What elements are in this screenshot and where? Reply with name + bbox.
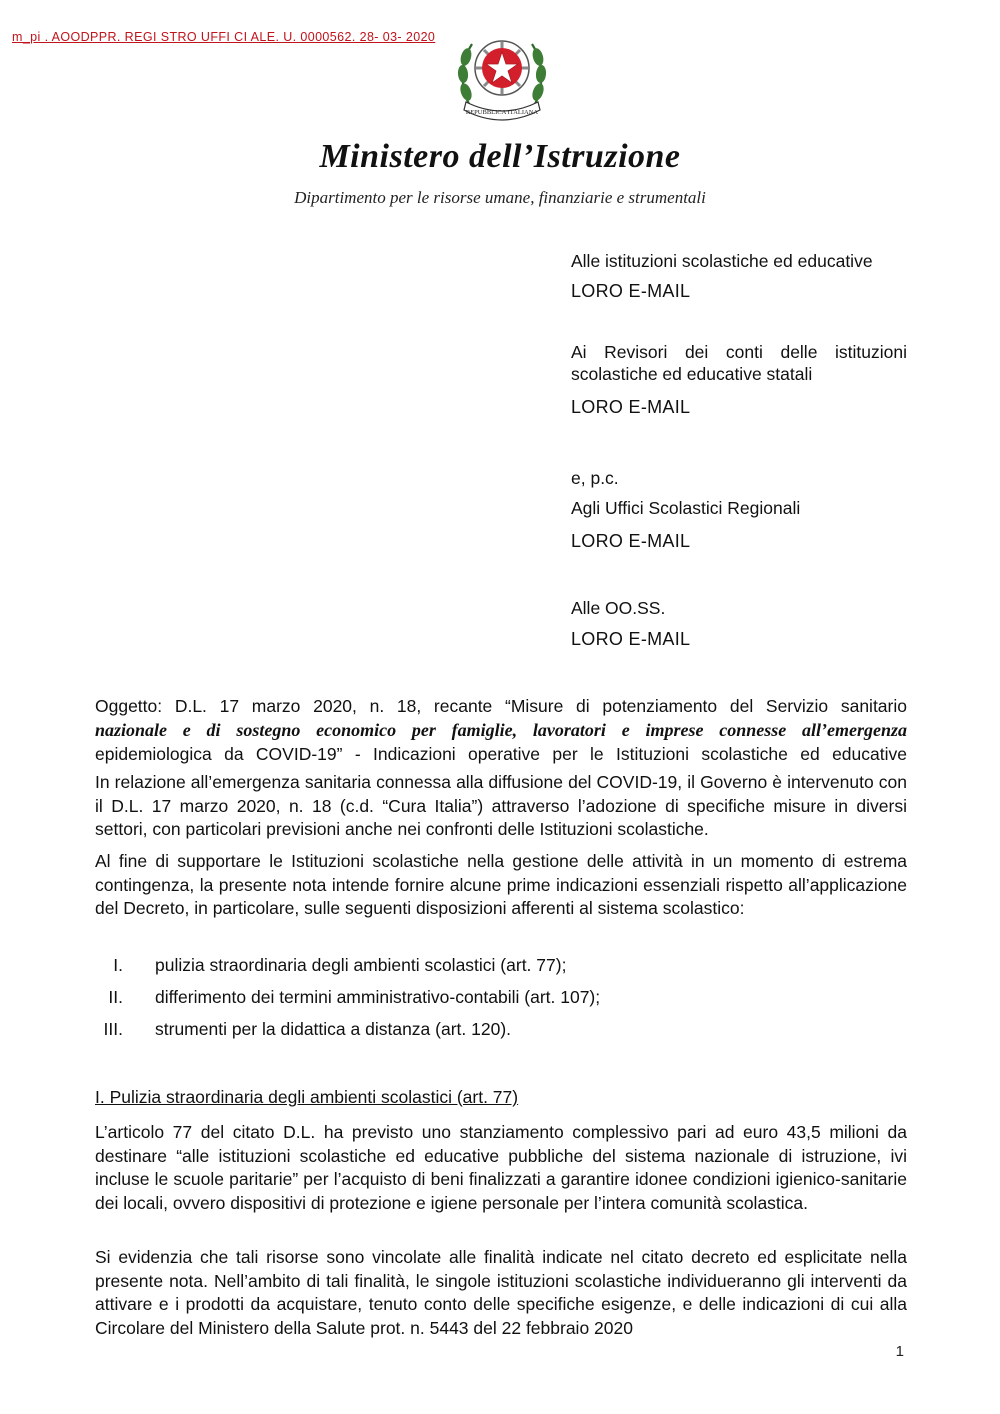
list-item-number: I. [113,955,123,975]
recipient-block-2 [571,341,907,418]
list-item [95,1019,907,1043]
paragraph-2: Al fine di supportare le Istituzioni scolastiche nella gestione delle attività in un momento di estrema contingenza, la presente nota intende fornire alcune prime indicazioni essenziali rispetto all’applicazione del Decreto, in particolare, sulle seguenti disposizioni afferenti al sistema scolastico: [95,851,907,918]
list-item-number: III. [103,1019,123,1039]
list-item-text: pulizia straordinaria degli ambienti scolastici (art. 77); [155,955,567,975]
section-title: I. Pulizia straordinaria degli ambienti scolastici (art. 77) [95,1087,519,1107]
subject-line-1: Oggetto: D.L. 17 marzo 2020, n. 18, recante “Misure di potenziamento del Servizio sanitario [95,696,907,716]
recipient-prefix: e, p.c. [571,468,619,488]
recipient-block-3 [571,467,907,552]
recipient-line: Alle istituzioni scolastiche ed educative [571,251,873,271]
subject-block [95,694,907,766]
department-subtitle: Dipartimento per le risorse umane, finanziarie e strumentali [294,188,706,207]
italian-republic-emblem-icon [454,22,550,128]
paragraph-3: L’articolo 77 del citato D.L. ha previsto uno stanziamento complessivo pari ad euro 43,5 milioni da destinare “alle istituzioni scolastiche ed educative pubbliche del sistema nazionale di istruzione, ivi incluse le scuole paritarie” per l’acquisto di beni finalizzati a garantire idonee condizioni igienico-sanitarie dei locali, ovvero dispositivi di protezione e igiene personale per l’intera comunità scolastica. [95,1122,907,1213]
recipient-email: LORO E-MAIL [571,397,691,417]
page-number: 1 [895,1343,904,1360]
list-item-text: strumenti per la didattica a distanza (art. 120). [155,1019,512,1039]
recipient-email: LORO E-MAIL [571,531,691,551]
recipient-email: LORO E-MAIL [571,281,691,301]
list-item [95,955,907,979]
recipient-line: Agli Uffici Scolastici Regionali [571,498,801,518]
list-item-text: differimento dei termini amministrativo-contabili (art. 107); [155,987,601,1007]
recipient-block-1 [571,250,907,302]
recipient-email: LORO E-MAIL [571,629,691,649]
subject-line-3: epidemiologica da COVID-19” - Indicazioni operative per le Istituzioni scolastiche ed educative [95,744,907,764]
subject-line-2: nazionale e di sostegno economico per famiglie, lavoratori e imprese connesse all’emergenza [95,720,907,740]
recipient-line: Alle OO.SS. [571,598,666,618]
list-item [95,987,907,1011]
protocol-stamp: m_pi . AOODPPR. REGI STRO UFFI CI ALE. U. 0000562. 28- 03- 2020 [12,30,436,44]
paragraph-4: Si evidenzia che tali risorse sono vincolate alle finalità indicate nel citato decreto ed esplicitate nella presente nota. Nell’ambito di tali finalità, le singole istituzioni scolastiche individueranno gli interventi da attivare e i prodotti da acquistare, tenuto conto delle specifiche esigenze, e delle indicazioni di cui alla Circolare del Ministero della Salute prot. n. 5443 del 22 febbraio 2020 [95,1247,907,1338]
recipient-line: Ai Revisori dei conti delle istituzioni scolastiche ed educative statali [571,342,907,384]
recipient-block-4 [571,597,907,650]
emblem-caption: REPUBBLICA ITALIANA [465,109,539,116]
paragraph-1: In relazione all’emergenza sanitaria connessa alla diffusione del COVID-19, il Governo è intervenuto con il D.L. 17 marzo 2020, n. 18 (c.d. “Cura Italia”) attraverso l’adozione di specifiche misure in diversi settori, con particolari previsioni anche nei confronti delle Istituzioni scolastiche. [95,772,907,839]
ministry-title: Ministero dell’Istruzione [319,138,681,175]
list-item-number: II. [108,987,123,1007]
